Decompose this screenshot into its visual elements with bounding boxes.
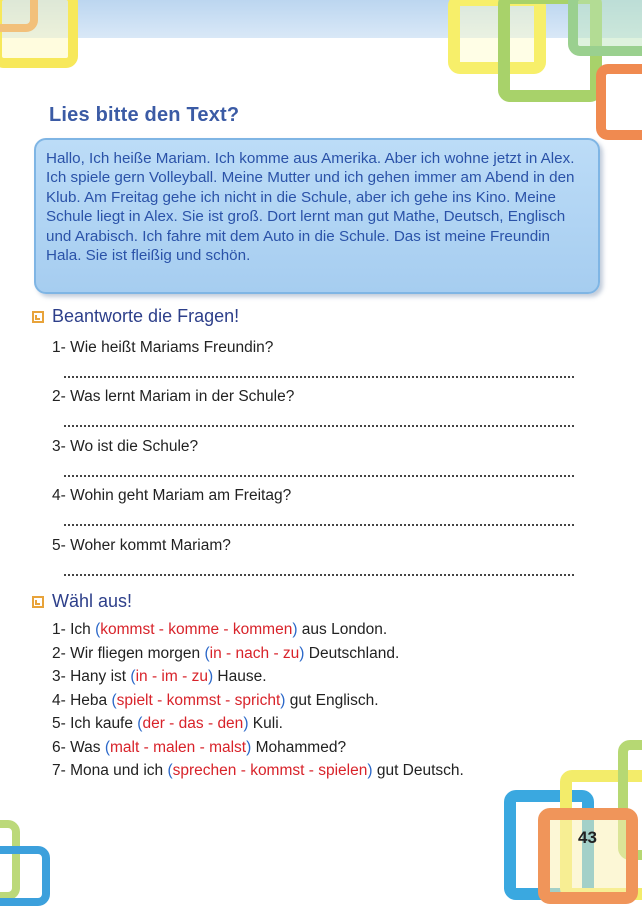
choice-item: 7- Mona und ich (sprechen - kommst - spielen) gut Deutsch. [52,762,464,779]
choice-item-prefix: 1- Ich [52,621,96,638]
choice-item-prefix: 2- Wir fliegen morgen [52,645,205,662]
choice-option[interactable]: nach [235,645,270,662]
choice-item: 4- Heba (spielt - kommst - spricht) gut Englisch. [52,692,379,709]
section-bullet-icon [32,311,44,323]
answer-line-5[interactable] [64,574,574,576]
question-5: 5- Woher kommt Mariam? [52,537,231,554]
answer-line-3[interactable] [64,475,574,477]
question-1: 1- Wie heißt Mariams Freundin? [52,339,274,356]
answer-line-4[interactable] [64,524,574,526]
choice-item-suffix: gut Englisch. [285,692,379,709]
choice-option[interactable]: malst [209,739,247,756]
choice-option[interactable]: kommst [100,621,155,638]
reading-passage-text: Hallo, Ich heiße Mariam. Ich komme aus Amerika. Aber ich wohne jetzt in Alex. Ich spiele gern Volleyball. Meine Mutter und ich gehen immer am Abend in den Klub. Am Freitag gehe ich nicht in die Schule, aber ich gehe ins Kino. Meine Schule liegt in Alex. Sie ist groß. Dort lernt man gut Mathe, Deutsch, Englisch und Arabisch. Ich fahre mit dem Auto in die Schule. Das ist meine Freundin Hala. Sie ist fleißig und schön. [46,150,575,265]
section-heading-choose [32,591,132,612]
page-title: Lies bitte den Text? [49,104,240,126]
reading-passage-box [34,138,600,294]
choice-item: 5- Ich kaufe (der - das - den) Kuli. [52,715,283,732]
choice-item: 1- Ich (kommst - komme - kommen) aus London. [52,621,388,638]
decor-square [0,846,50,906]
choice-item-prefix: 7- Mona und ich [52,762,168,779]
section-heading-text: Wähl aus! [52,591,133,611]
choice-item-prefix: 5- Ich kaufe [52,715,138,732]
choice-item: 2- Wir fliegen morgen (in - nach - zu) Deutschland. [52,645,400,662]
choice-item-suffix: aus London. [297,621,388,638]
choice-item-suffix: Hause. [213,668,267,685]
choice-option[interactable]: das [178,715,204,732]
question-3: 3- Wo ist die Schule? [52,438,199,455]
choice-option[interactable]: malen [153,739,196,756]
decor-square [596,64,642,140]
answer-line-1[interactable] [64,376,574,378]
question-2: 2- Was lernt Mariam in der Schule? [52,388,295,405]
section-heading-text: Beantworte die Fragen! [52,306,240,326]
choice-option[interactable]: den [217,715,244,732]
choice-option[interactable]: spricht [234,692,281,709]
choice-item-prefix: 4- Heba [52,692,112,709]
page-number: 43 [578,828,597,847]
choice-option[interactable]: malt [110,739,140,756]
choice-item-prefix: 6- Was [52,739,105,756]
decor-square [568,0,642,56]
choice-option[interactable]: sprechen [172,762,237,779]
question-4: 4- Wohin geht Mariam am Freitag? [52,487,292,504]
choice-option[interactable]: kommst [250,762,305,779]
choice-option[interactable]: kommen [232,621,293,638]
choice-item-suffix: Deutschland. [304,645,400,662]
choice-option[interactable]: komme [168,621,220,638]
choice-option[interactable]: spielt [116,692,153,709]
choice-item-suffix: Kuli. [248,715,283,732]
section-bullet-icon [32,596,44,608]
choice-option[interactable]: spielen [318,762,368,779]
choice-item: 3- Hany ist (in - im - zu) Hause. [52,668,267,685]
choice-item-prefix: 3- Hany ist [52,668,131,685]
decor-square [0,0,38,32]
section-heading-questions [32,306,239,327]
choice-option[interactable]: zu [191,668,208,685]
choice-option[interactable]: kommst [166,692,221,709]
choice-option[interactable]: im [161,668,178,685]
choice-option[interactable]: der [142,715,165,732]
choice-option[interactable]: in [209,645,222,662]
choice-option[interactable]: in [135,668,148,685]
choice-item-suffix: Mohammed? [251,739,347,756]
decor-square [538,808,638,904]
choice-item: 6- Was (malt - malen - malst) Mohammed? [52,739,347,756]
answer-line-2[interactable] [64,425,574,427]
choice-option[interactable]: zu [282,645,300,662]
choice-item-suffix: gut Deutsch. [372,762,464,779]
